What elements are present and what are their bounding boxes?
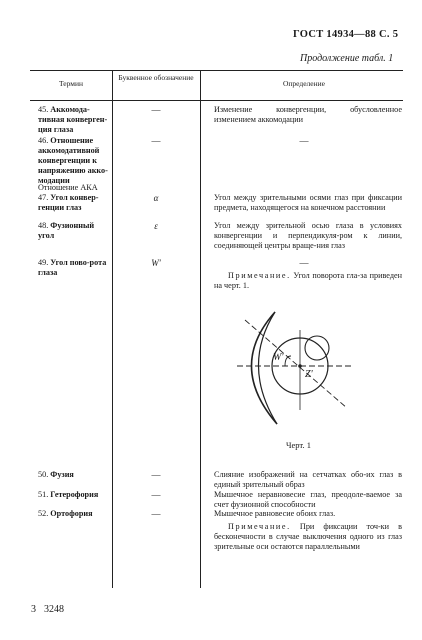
term-49 xyxy=(38,258,112,278)
term-number: 49. xyxy=(38,258,49,267)
term-text: Фузионный угол xyxy=(38,221,95,240)
label-z: Z' xyxy=(305,369,313,380)
term-number: 45. xyxy=(38,105,49,114)
symbol-48: ε xyxy=(154,221,158,231)
term-number: 50. xyxy=(38,470,49,479)
term-number: 48. xyxy=(38,221,49,230)
column-header-definition: Определение xyxy=(283,79,325,88)
standard-number: ГОСТ 14934—88 С. 5 xyxy=(293,29,399,40)
note-label: Примечание. xyxy=(228,522,291,531)
term-text: Ортофория xyxy=(50,509,93,518)
term-text: Угол пово-рота глаза xyxy=(38,258,107,277)
definition-46: — xyxy=(299,136,309,146)
term-45 xyxy=(38,105,110,135)
footer-page-number: 3 xyxy=(31,604,36,615)
definition-52: Мышечное равновесие обоих глаз. xyxy=(214,509,336,518)
table-header-rule xyxy=(30,100,403,101)
note-49 xyxy=(214,271,402,291)
symbol-50: — xyxy=(151,470,161,480)
definition-49: — xyxy=(299,258,309,268)
symbol-46: — xyxy=(151,136,161,146)
term-text: Фузия xyxy=(50,470,74,479)
note-text: При фиксации точ-ки в бесконечности в случае выключения одного из глаз зрительные оси остаются параллельными xyxy=(214,522,402,551)
column-header-term: Термин xyxy=(58,79,84,88)
symbol-49: W' xyxy=(151,258,161,268)
table-continuation: Продолжение табл. 1 xyxy=(300,53,394,64)
note-label: Примечание. xyxy=(228,271,291,280)
term-text: Угол конвер-генции глаз xyxy=(38,193,99,212)
rotation-center xyxy=(298,364,302,368)
term-number: 51. xyxy=(38,490,49,499)
label-w: W' xyxy=(273,352,284,363)
note-text: Угол поворота гла-за приведен на черт. 1. xyxy=(214,271,402,290)
symbol-52: — xyxy=(151,509,161,519)
table-top-rule xyxy=(30,70,403,71)
definition-48: Угол между зрительной осью глаза в условиях конвергенции и перпендикуля-ром к линии, соединяющей центры враще-ния глаз xyxy=(214,221,402,250)
cornea-circle xyxy=(305,336,329,360)
definition-45: Изменение конвергенции, обусловленное изменением аккомодации xyxy=(214,105,402,124)
term-48 xyxy=(38,221,112,241)
term-number: 47. xyxy=(38,193,49,202)
definition-51: Мышечное неравновесие глаз, преодоле-ваемое за счет фузионной способности xyxy=(214,490,402,509)
symbol-47: α xyxy=(153,193,159,203)
term-47 xyxy=(38,193,112,213)
term-text: Аккомода-тивная конверген-ция глаза xyxy=(38,105,108,134)
definition-47: Угол между зрительными осями глаз при фиксации предмета, находящегося на конечном расстоянии xyxy=(214,193,402,212)
term-number: 46. xyxy=(38,136,49,145)
term-text: Отношение аккомодативной конвергенции к напряжению акко-модации xyxy=(38,136,108,185)
column-header-symbol: Буквенное обозначение xyxy=(118,73,194,82)
term-46 xyxy=(38,136,112,186)
term-number: 52. xyxy=(38,509,49,518)
rotated-axis xyxy=(245,320,347,408)
term-50 xyxy=(38,470,112,480)
term-51 xyxy=(38,490,112,500)
note-52 xyxy=(214,522,402,552)
footer-code: 3248 xyxy=(44,604,64,615)
definition-50: Слияние изображений на сетчатках обо-их глаз в единый зрительный образ xyxy=(214,470,402,489)
term-46-abbreviation: Отношение АКА xyxy=(38,183,98,192)
eye-rotation-figure xyxy=(235,300,365,430)
symbol-51: — xyxy=(151,490,161,500)
term-text: Гетерофория xyxy=(50,490,99,499)
column-divider-1 xyxy=(112,70,113,588)
column-divider-2 xyxy=(200,70,201,588)
arc-inner xyxy=(258,312,277,424)
figure-caption: Черт. 1 xyxy=(286,440,312,450)
term-52 xyxy=(38,509,112,519)
symbol-45: — xyxy=(151,105,161,115)
